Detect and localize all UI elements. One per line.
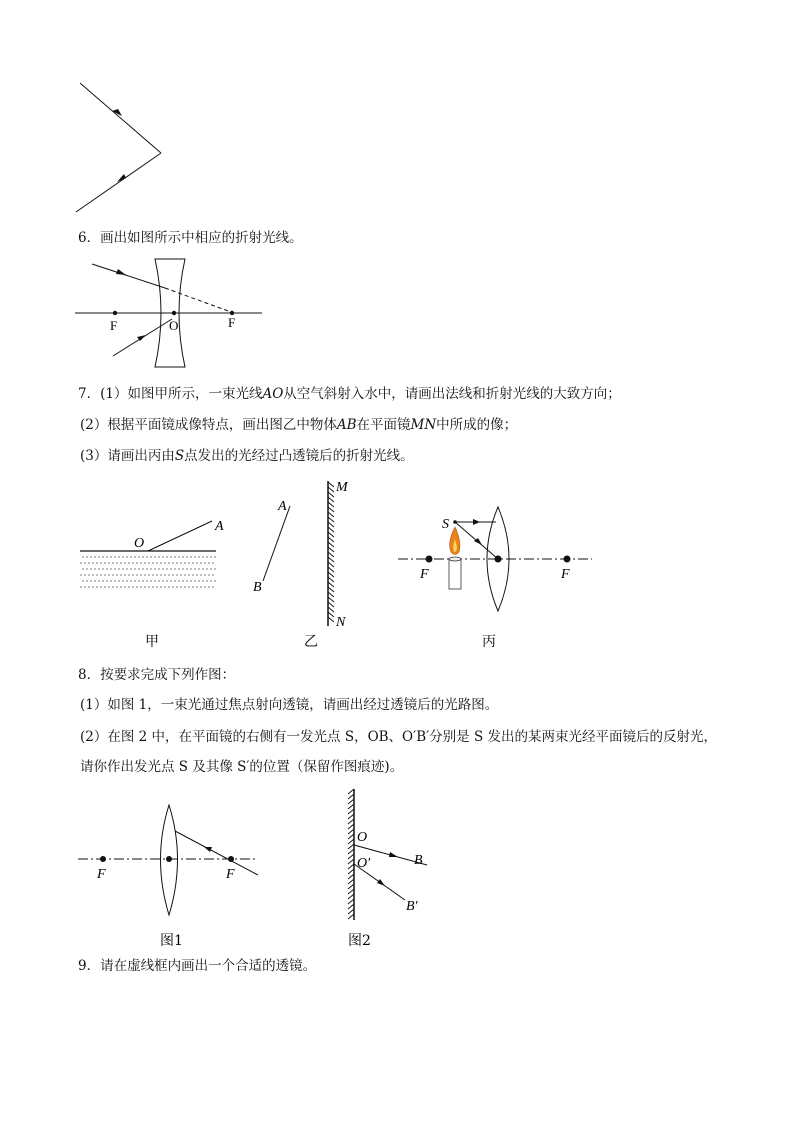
q7-line2-var1: AB [336,417,357,433]
q7-line2 [80,417,517,433]
label-o: O [357,830,368,845]
label-o: O [169,318,179,333]
q8-line4: 请你作出发光点 S 及其像 S′的位置（保留作图痕迹)。 [80,759,404,775]
label-a: A [215,519,224,534]
arrow-icon [377,879,385,886]
q6-text: 6．画出如图所示中相应的折射光线。 [78,230,303,246]
label-f-left: F [110,318,118,333]
q7-line1-pre: 7．(1）如图甲所示，一束光线 [78,386,263,402]
label-f-left: F [97,867,106,882]
focus-point-right [564,556,571,563]
label-o: O [134,536,145,551]
q7-line3-pre: (3）请画出丙由 [80,448,175,464]
caption-yi: 乙 [304,634,318,650]
mirror-hatching [348,789,354,919]
optical-center [166,856,172,862]
focus-point-left [100,856,106,862]
label-m: M [336,480,348,495]
arrow-icon [473,519,480,525]
candle-top [449,557,461,561]
optical-center [172,311,176,315]
figure-jia-water [80,508,240,658]
q7-line1 [78,386,621,402]
focus-point-left [426,556,433,563]
label-s: S [442,517,449,532]
mirror-hatching [328,482,334,622]
optical-center [495,556,502,563]
label-f-left: F [420,567,429,582]
q8-line2: (1）如图 1，一束光通过焦点射向透镜，请画出经过透镜后的光路图。 [80,697,499,713]
label-f-right: F [228,315,236,330]
q6-concave-lens-figure [75,255,275,375]
label-b: B [253,580,262,595]
label-a: A [278,499,287,514]
q7-line2-pre: (2）根据平面镜成像特点，画出图乙中物体 [80,417,337,433]
label-b: B [414,853,423,868]
object-ab [263,506,290,581]
q7-line1-post: 从空气斜射入水中，请画出法线和折射光线的大致方向； [283,386,621,402]
label-f-right: F [226,867,235,882]
caption-bing: 丙 [482,634,496,650]
focus-point-right [228,856,234,862]
q8-line1: 8．按要求完成下列作图： [78,667,236,683]
top-ray-diagram [70,78,180,218]
label-n: N [336,615,346,630]
point-s [453,520,457,524]
focus-point-left [113,311,117,315]
q7-line2-mid: 在平面镜 [356,417,411,433]
q9-text: 9．请在虚线框内画出一个合适的透镜。 [78,958,317,974]
caption-fig2: 图2 [348,933,371,949]
arrow-icon [116,269,126,275]
q7-line3 [80,448,414,464]
q7-line1-var: AO [262,386,284,402]
extension-line [165,288,231,312]
label-f-right: F [561,567,570,582]
figure-yi-mirror [250,476,370,658]
q7-line2-post: 中所成的像； [436,417,518,433]
caption-fig1: 图1 [160,933,183,949]
incoming-ray [80,83,161,153]
figure-2-plane-mirror [340,787,450,950]
label-b-prime: B′ [406,899,418,914]
arrow-icon [204,847,212,852]
outgoing-ray [76,153,161,212]
q7-line3-var: S [174,448,185,464]
q7-line2-var2: MN [410,417,437,433]
figure-1-convex-lens [78,805,268,950]
candle-body [449,559,461,589]
q8-line3: (2）在图 2 中，在平面镜的右侧有一发光点 S，OB、O′B′分别是 S 发出的某两束光经平面镜后的反射光， [80,729,718,745]
arrow-icon [389,852,398,857]
incident-ray [175,831,258,875]
incident-ray-ao [148,521,212,551]
caption-jia: 甲 [145,634,159,650]
label-o-prime: O′ [357,856,371,871]
q7-line3-post: 点发出的光经过凸透镜后的折射光线。 [184,448,414,464]
incident-ray-upper [92,264,165,288]
water-hatching [80,557,216,587]
figure-bing-convex-lens [396,505,606,655]
